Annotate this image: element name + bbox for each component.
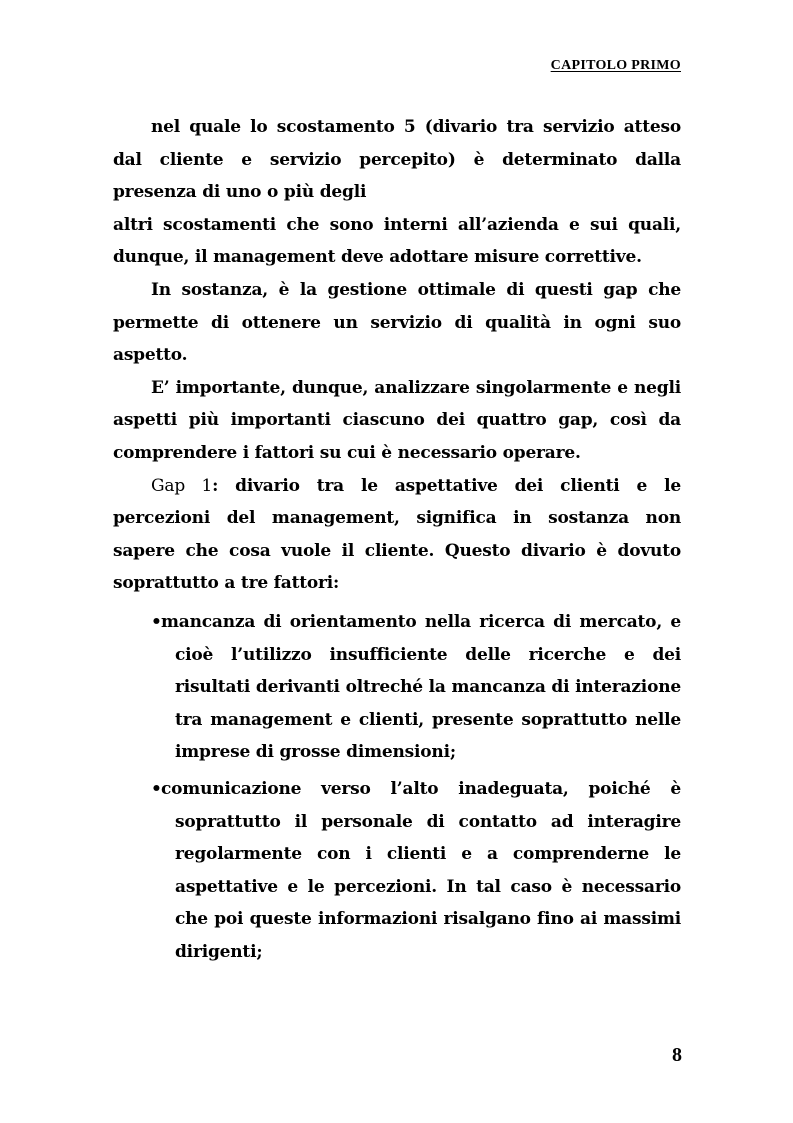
factor-list [151, 606, 681, 969]
gap1-label: Gap 1 [151, 475, 213, 496]
paragraph: In sostanza, è la gestione ottimale di questi gap che permette di ottenere un servizio di qualità in ogni suo aspetto. [113, 279, 681, 366]
gap1-text: : divario tra le aspettative dei clienti e le percezioni del management, significa in sostanza non sapere che cosa vuole il cliente. Questo divario è dovuto soprattutto a tre fattori: [113, 475, 681, 594]
bullet-icon: • [151, 612, 162, 632]
paragraph: nel quale lo scostamento 5 (divario tra servizio atteso dal cliente e servizio percepito) è determinato dalla presenza di uno o più degli [113, 117, 681, 203]
body-text [113, 111, 681, 600]
paragraph: altri scostamenti che sono interni all’azienda e sui quali, dunque, il management deve adottare misure correttive. [113, 214, 681, 268]
paragraph: E’ importante, dunque, analizzare singolarmente e negli aspetti più importanti ciascuno dei quattro gap, così da comprendere i fattori su cui è necessario operare. [113, 377, 681, 463]
chapter-header: CAPITOLO PRIMO [550, 58, 681, 73]
gap1-paragraph [113, 470, 681, 600]
list-item-text: comunicazione verso l’alto inadeguata, poiché è soprattutto il personale di contatto ad interagire regolarmente con i clienti e a comprenderne le aspettative e le percezioni. In tal caso è necessario che poi queste informazioni risalgano fino ai massimi dirigenti; [161, 778, 681, 962]
list-item [151, 773, 681, 969]
list-item [151, 606, 681, 769]
bullet-icon: • [151, 778, 162, 799]
page-number: 8 [672, 1044, 682, 1066]
list-item-text: mancanza di orientamento nella ricerca di mercato, e cioè l’utilizzo insufficiente delle ricerche e dei risultati derivanti oltreché la mancanza di interazione tra management e clienti, presente soprattutto nelle imprese di grosse dimensioni; [161, 612, 681, 763]
